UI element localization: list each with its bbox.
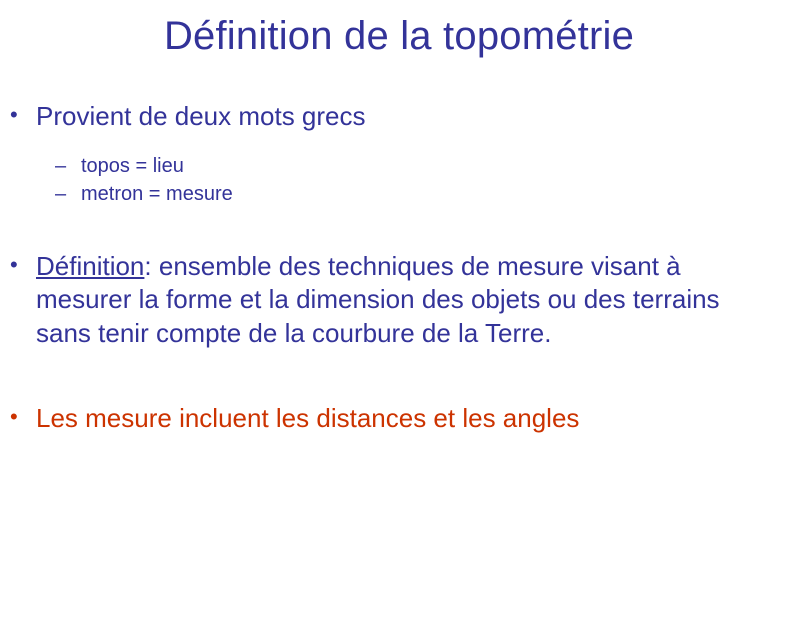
bullet-text: topos = lieu	[81, 155, 184, 178]
bullet-marker-icon: •	[10, 403, 18, 429]
bullet-marker-icon: •	[10, 102, 18, 127]
page-title: Définition de la topométrie	[163, 14, 635, 58]
slide-body	[0, 100, 798, 435]
bullet-text: metron = mesure	[81, 182, 233, 205]
dash-marker-icon: –	[55, 182, 67, 205]
spacer	[10, 135, 798, 153]
bullet-item-3	[10, 181, 798, 207]
bullet-text: Provient de deux mots grecs	[36, 101, 366, 131]
bullet-text-group	[36, 250, 736, 350]
bullet-marker-icon: •	[10, 252, 18, 278]
bullet-item-2	[10, 153, 798, 179]
bullet-item-4	[10, 250, 798, 350]
spacer	[10, 352, 798, 402]
bullet-text: : ensemble des techniques de mesure visant à mesurer la forme et la dimension des objets ou des terrains sans tenir compte de la courbure de la Terre.	[36, 251, 720, 348]
definition-label: Définition	[36, 251, 145, 282]
bullet-item-1	[10, 100, 798, 133]
bullet-text: Les mesure incluent les distances et les angles	[36, 402, 580, 433]
bullet-item-5	[10, 402, 798, 435]
dash-marker-icon: –	[55, 155, 67, 178]
spacer	[10, 208, 798, 250]
